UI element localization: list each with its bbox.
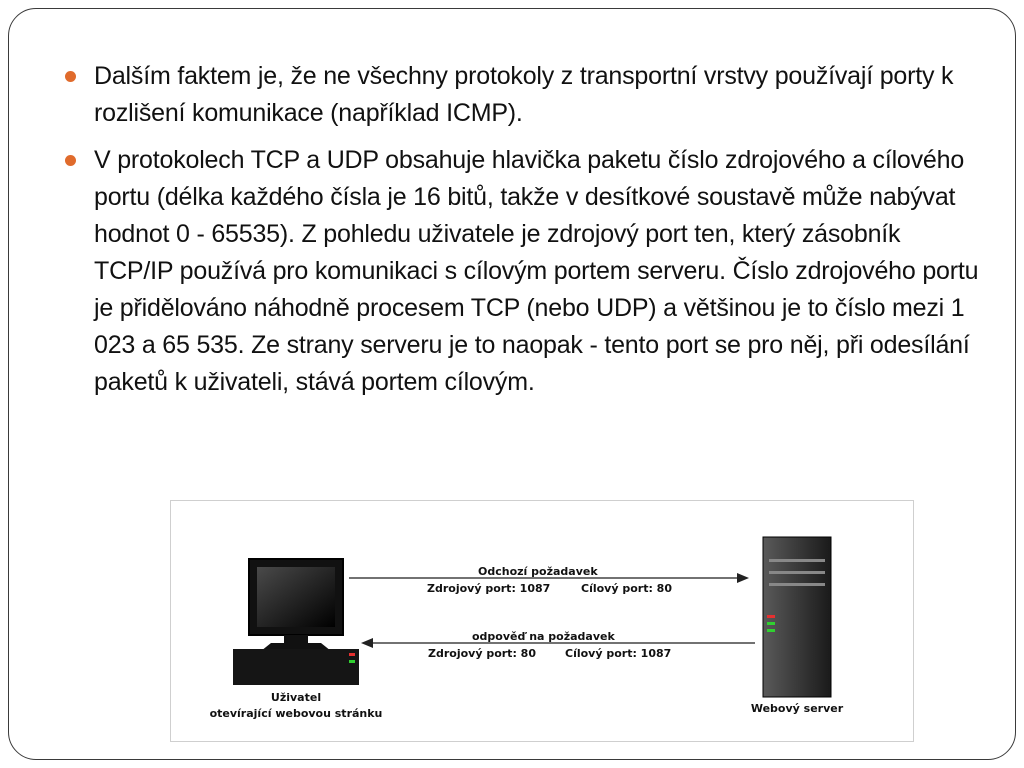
port-diagram-svg xyxy=(171,501,913,741)
response-dest-port: Cílový port: 1087 xyxy=(565,647,672,660)
user-sublabel: otevírající webovou stránku xyxy=(209,707,383,720)
response-source-port: Zdrojový port: 80 xyxy=(428,647,536,660)
server-label: Webový server xyxy=(750,702,844,715)
bullet-text: V protokolech TCP a UDP obsahuje hlavička paketu číslo zdrojového a cílového portu (délka každého čísla je 16 bitů, takže v desítkové soustavě může nabývat hodnot 0 - 65535). Z pohledu uživatele je zdrojový port ten, který zásobník TCP/IP používá pro komunikaci s cílovým portem serveru. Číslo zdrojového portu je přidělováno náhodně procesem TCP (nebo UDP) a většinou je to číslo mezi 1 023 a 65 535. Ze strany serveru je to naopak - tento port se pro něj, při odesílání paketů k uživateli, stává portem cílovým. xyxy=(94,146,979,396)
bullet-item xyxy=(62,142,982,401)
server-tower-icon xyxy=(763,537,831,697)
user-computer-icon xyxy=(233,559,359,685)
bullet-text: Dalším faktem je, že ne všechny protokoly z transportní vrstvy používají porty k rozlišení komunikace (například ICMP). xyxy=(94,62,954,127)
bullet-list xyxy=(62,58,982,411)
request-dest-port: Cílový port: 80 xyxy=(581,582,672,595)
response-title: odpověď na požadavek xyxy=(472,630,615,643)
user-label: Uživatel xyxy=(270,691,322,704)
bullet-dot-icon xyxy=(65,71,76,82)
bullet-item xyxy=(62,58,982,132)
bullet-dot-icon xyxy=(65,155,76,166)
request-title: Odchozí požadavek xyxy=(478,565,598,578)
port-diagram xyxy=(170,500,914,742)
request-source-port: Zdrojový port: 1087 xyxy=(427,582,551,595)
